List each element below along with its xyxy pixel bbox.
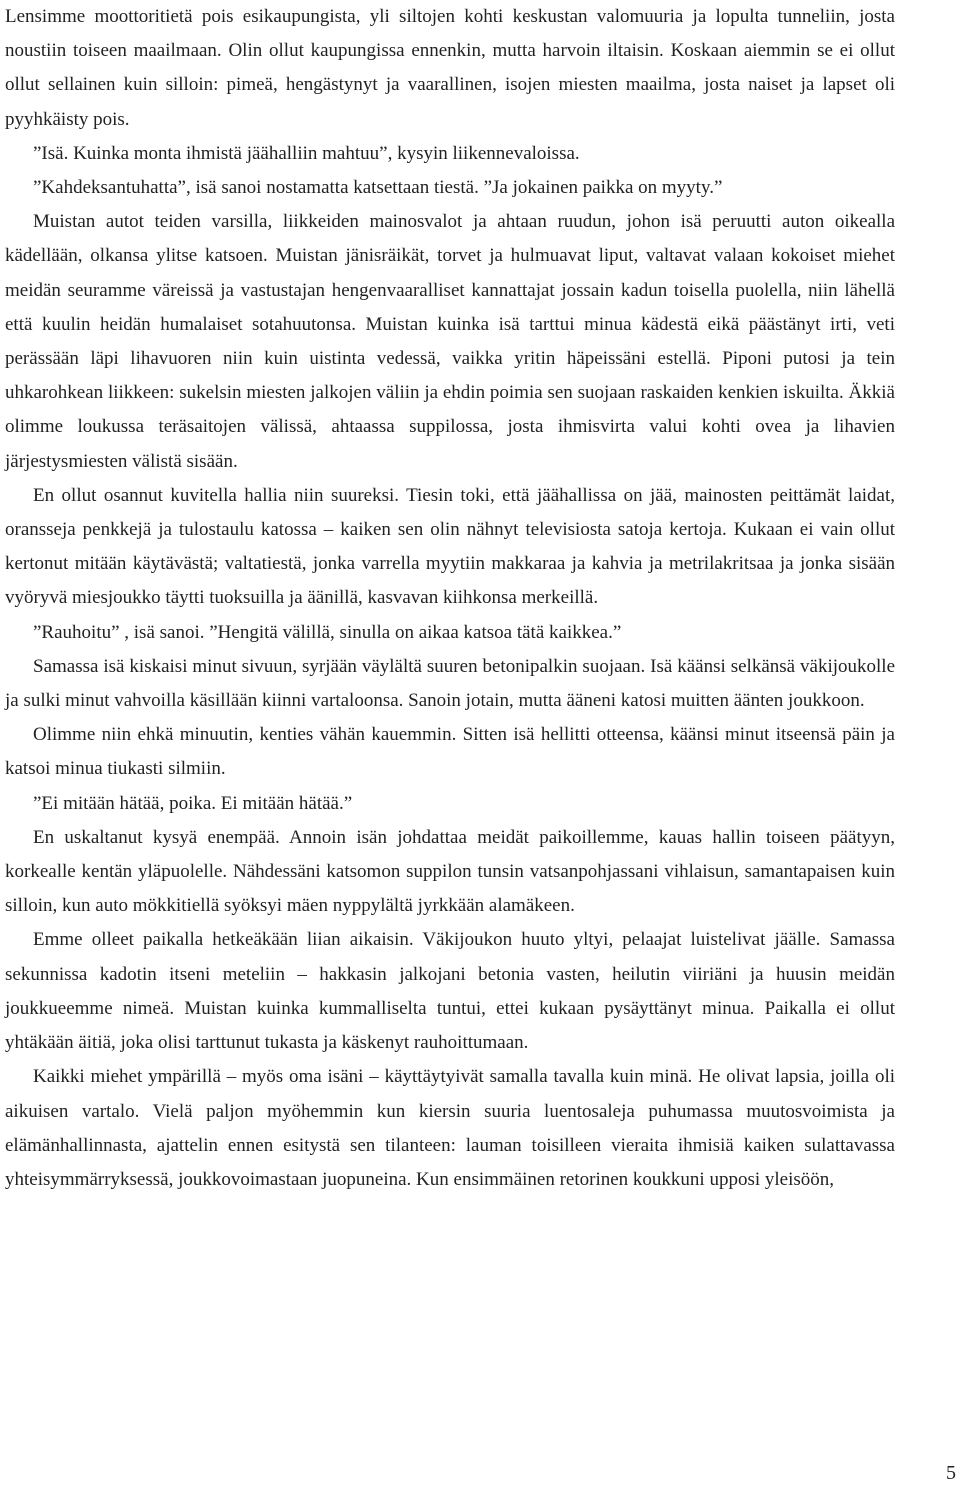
paragraph: Olimme niin ehkä minuutin, kenties vähän kauemmin. Sitten isä hellitti otteensa, käänsi minut itseensä päin ja katsoi minua tiukasti silmiin. [5,724,895,780]
paragraph: ”Kahdeksantuhatta”, isä sanoi nostamatta katsettaan tiestä. ”Ja jokainen paikka on myyty.” [33,177,723,199]
paragraph: En ollut osannut kuvitella hallia niin suureksi. Tiesin toki, että jäähallissa on jää, mainosten peittämät laidat, oransseja penkkejä ja tulostaulu katossa – kaiken sen olin nähnyt televisiosta satoja kertoja. Kukaan ei vain ollut kertonut mitään käytävästä; valtatiestä, jonka varrella myytiin makkaraa ja kahvia ja metrilakritsaa ja jonka sisään vyöryvä miesjoukko täytti tuoksuilla ja äänillä, kasvavan kiihkonsa merkeillä. [5,484,895,609]
page-number: 5 [946,1462,956,1484]
paragraph: Samassa isä kiskaisi minut sivuun, syrjään väylältä suuren betonipalkin suojaan. Isä käänsi selkänsä väkijoukolle ja sulki minut vahvoilla käsillään kiinni vartaloonsa. Sanoin jotain, mutta ääneni katosi muitten äänten joukkoon. [5,655,895,712]
paragraph: ”Ei mitään hätää, poika. Ei mitään hätää.” [33,792,353,814]
paragraph: Muistan autot teiden varsilla, liikkeiden mainosvalot ja ahtaan ruudun, johon isä peruutti auton oikealla kädellään, olkansa ylitse katsoen. Muistan jänisräikät, torvet ja hulmuavat liput, valtavat valaan kokoiset miehet meidän seuramme väreissä ja vastustajan hengenvaaralliset kannattajat jossain kadun toisella puolella, niin lähellä että kuulin heidän humalaiset sotahuutonsa. Muistan kuinka isä tarttui minua kädestä eikä päästänyt irti, veti perässään läpi lihavuoren niin kuin uistinta vedessä, vaikka yritin häpeissäni estellä. Piponi putosi ja tein uhkarohkean liikkeen: sukelsin miesten jalkojen väliin ja ehdin poimia sen suojaan raskaiden kenkien iskuilta. Äkkiä olimme loukussa teräsaitojen välissä, ahtaassa suppilossa, josta ihmisvirta valui kohti ovea ja lihavien järjestysmiesten välistä sisään. [5,211,895,472]
paragraph: Kaikki miehet ympärillä – myös oma isäni – käyttäytyivät samalla tavalla kuin minä. He olivat lapsia, joilla oli aikuisen vartalo. Vielä paljon myöhemmin kun kiersin suuria luentosaleja puhumassa muutosvoimista ja elämänhallinnasta, ajattelin ennen esitystä sen tilanteen: lauman toisilleen vieraita ihmisiä kaiken sulattavassa yhteisymmärryksessä, joukkovoimastaan juopuneina. Kun ensimmäinen retorinen koukkuni upposi yleisöön, [5,1066,895,1190]
paragraph: ”Rauhoitu” , isä sanoi. ”Hengitä välillä, sinulla on aikaa katsoa tätä kaikkea.” [33,621,622,643]
paragraph: En uskaltanut kysyä enempää. Annoin isän johdattaa meidät paikoillemme, kauas hallin toiseen päätyyn, korkealle kentän yläpuolelle. Nähdessäni katsomon suppilon tunsin vatsanpohjassani vihlaisun, samantapaisen kuin silloin, kun auto mökkitiellä syöksyi mäen nyppylältä jyrkkään alamäkeen. [5,826,895,917]
paragraph: Lensimme moottoritietä pois esikaupungista, yli siltojen kohti keskustan valomuuria ja lopulta tunneliin, josta noustiin toiseen maailmaan. Olin ollut kaupungissa ennenkin, mutta harvoin iltaisin. Koskaan aiemmin se ei ollut ollut sellainen kuin silloin: pimeä, hengästynyt ja vaarallinen, isojen miesten maailma, josta naiset ja lapset oli pyyhkäisty pois. [5,6,895,130]
paragraph: Emme olleet paikalla hetkeäkään liian aikaisin. Väkijoukon huuto yltyi, pelaajat luistelivat jäälle. Samassa sekunnissa kadotin itseni meteliin – hakkasin jalkojani betonia vasten, heilutin viiriäni ja huusin meidän joukkueemme nimeä. Muistan kuinka kummalliselta tuntui, ettei kukaan pysäyttänyt minua. Paikalla ei ollut yhtäkään äitiä, joka olisi tarttunut tukasta ja käskenyt rauhoittumaan. [5,929,895,1054]
paragraph: ”Isä. Kuinka monta ihmistä jäähalliin mahtuu”, kysyin liikennevaloissa. [33,142,580,164]
document-body [5,0,895,1197]
